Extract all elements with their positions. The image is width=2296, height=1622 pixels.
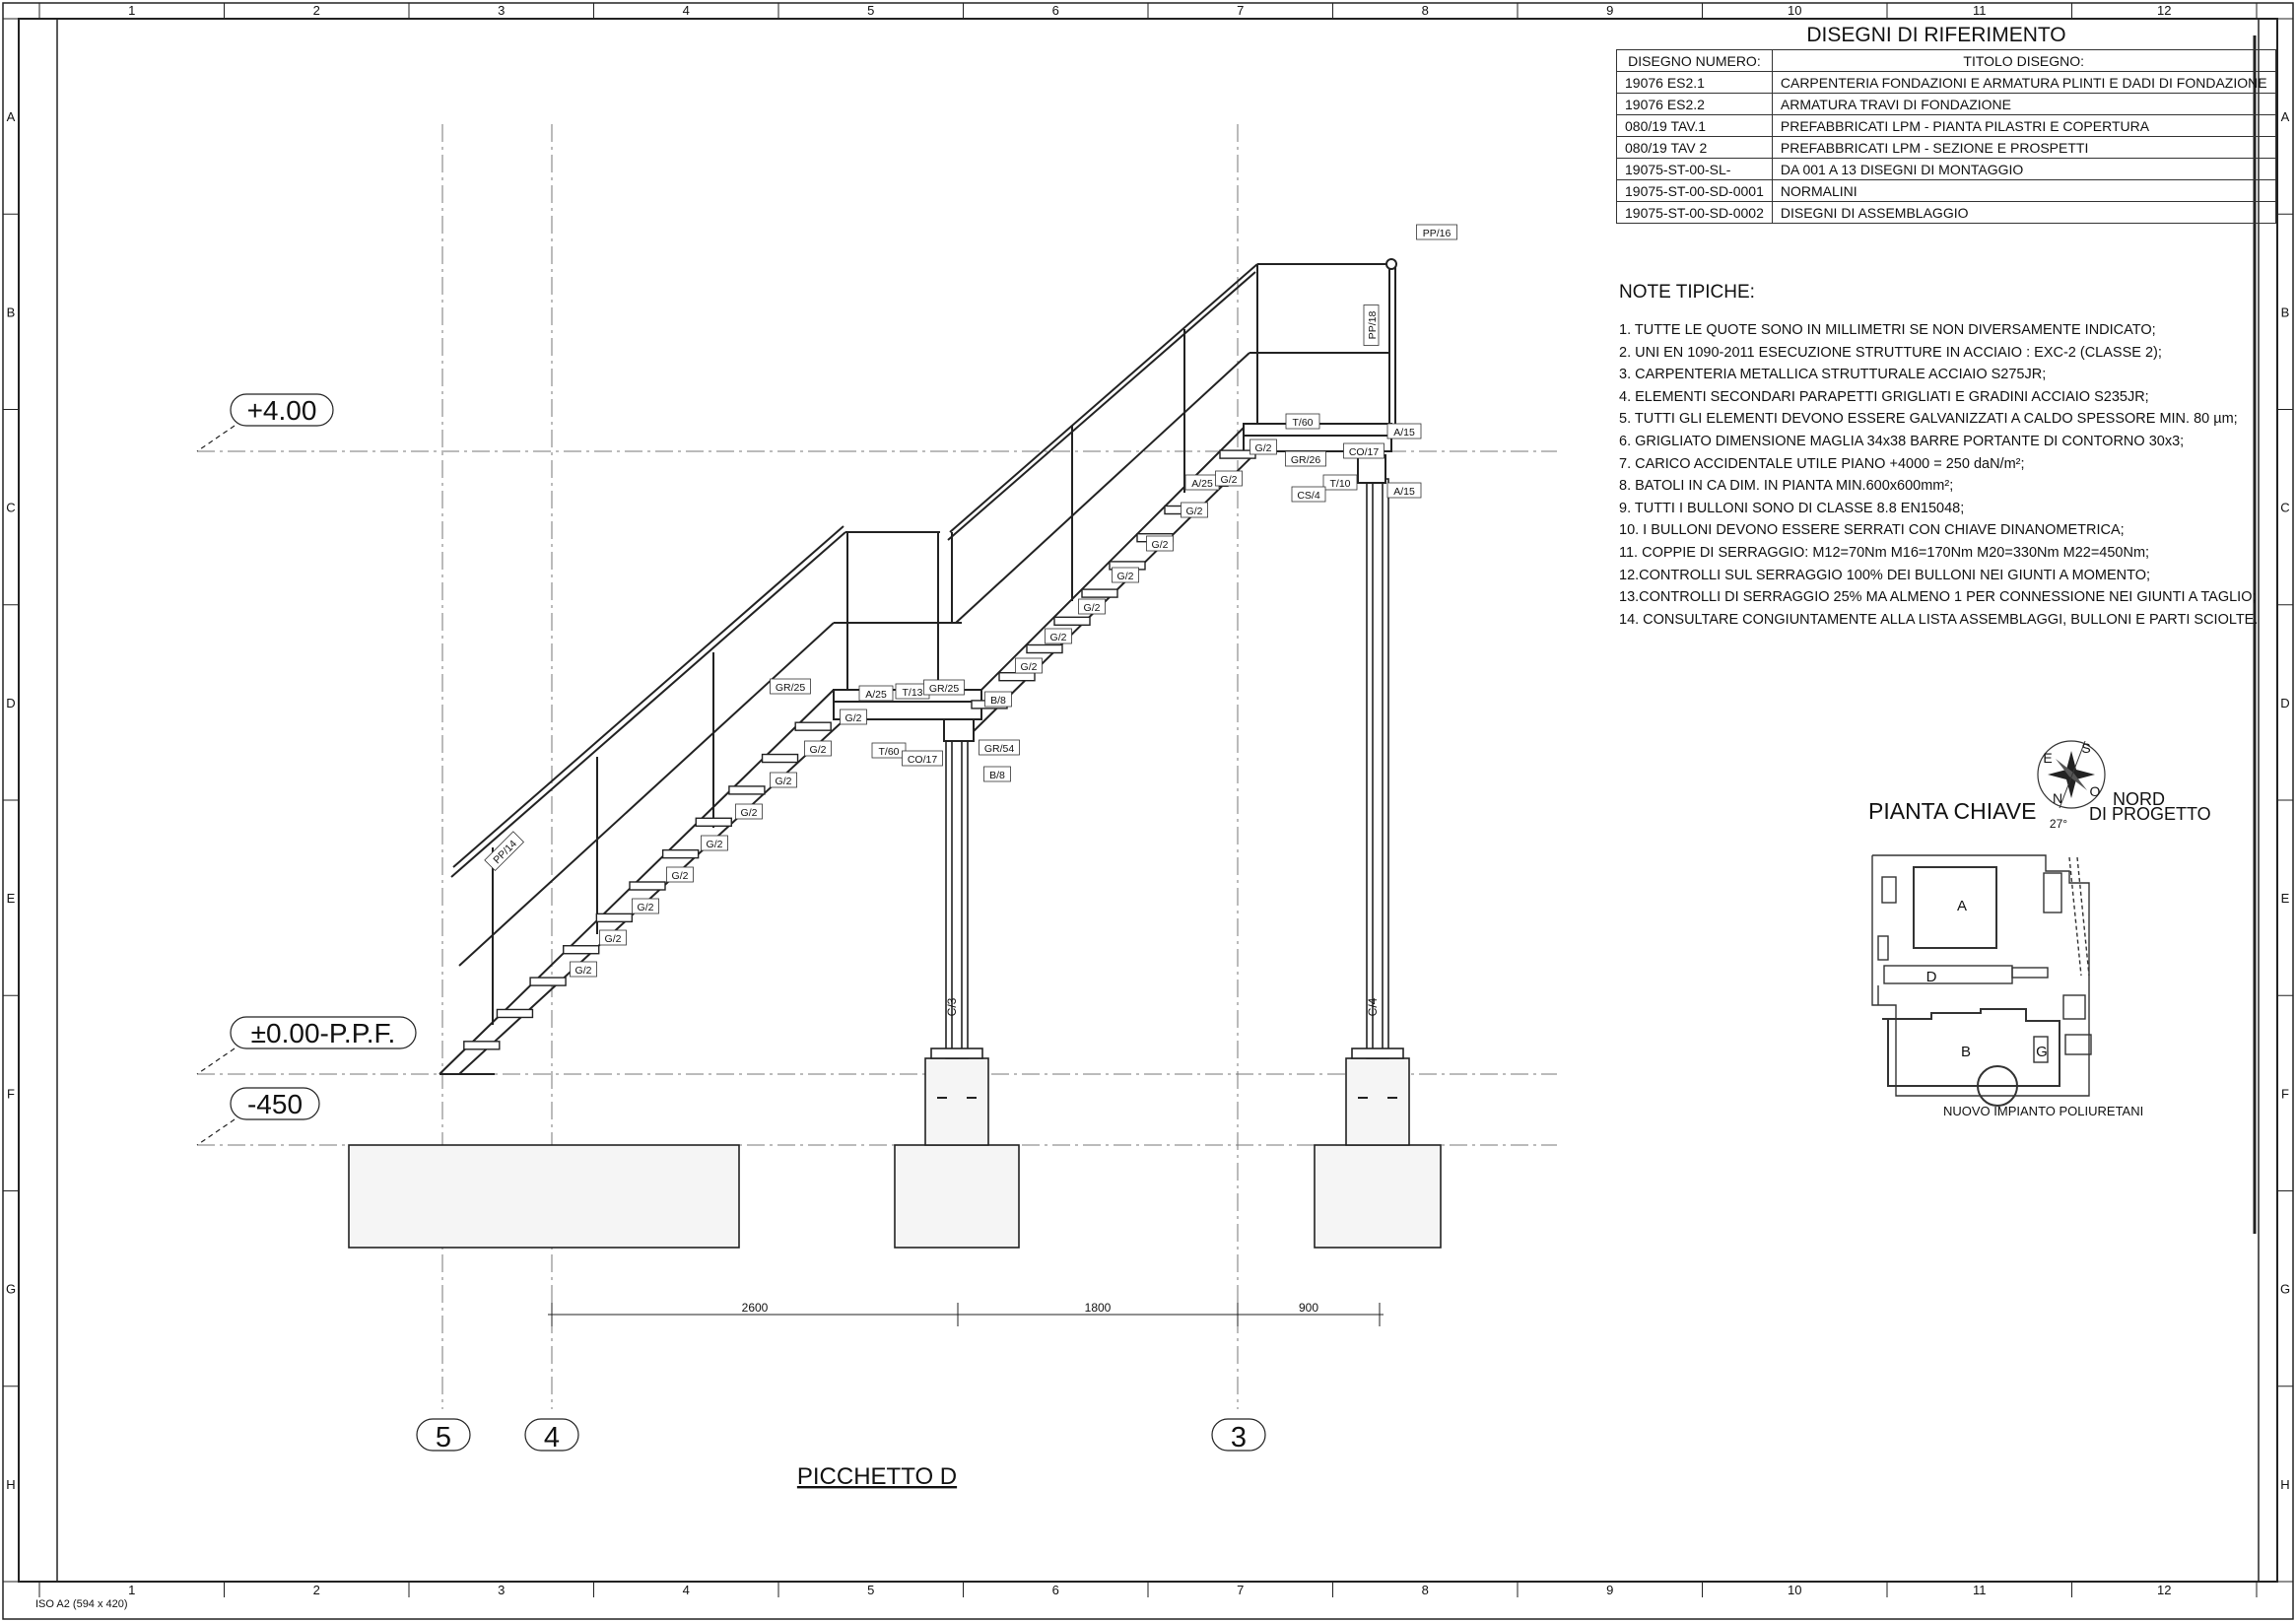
key-plan-caption: NUOVO IMPIANTO POLIURETANI [1943, 1104, 2144, 1118]
svg-text:G/2: G/2 [1254, 442, 1272, 454]
compass-e: E [2043, 750, 2053, 766]
part-tag [1387, 483, 1421, 498]
grid-column-label: 9 [1606, 1583, 1614, 1597]
grid-column-label: 8 [1421, 1583, 1429, 1597]
svg-text:GR/25: GR/25 [928, 683, 960, 695]
handrails [451, 259, 1396, 1025]
part-tag [1216, 471, 1243, 486]
svg-text:T/60: T/60 [1292, 417, 1314, 429]
note-item: 4. ELEMENTI SECONDARI PARAPETTI GRIGLIATI E GRADINI ACCIAIO S235JR; [1619, 388, 2149, 405]
footing-c4 [1315, 1145, 1441, 1248]
table-row [1617, 115, 2276, 137]
compass-s: S [2081, 740, 2091, 756]
part-tag [979, 740, 1020, 755]
part-tag [1292, 487, 1325, 502]
svg-text:G/2: G/2 [1185, 506, 1203, 517]
north-label-line2: DI PROGETTO [2089, 804, 2211, 824]
column-c4 [1367, 479, 1388, 1058]
grid-column-label: 1 [128, 3, 136, 18]
part-tag [872, 743, 906, 758]
part-tags [485, 225, 1457, 977]
part-tag [771, 773, 797, 787]
grid-row-label: D [6, 695, 16, 710]
part-tag [1286, 414, 1319, 429]
stair-tread [1082, 589, 1117, 597]
compass-o: O [2089, 783, 2101, 799]
grid-row-label: F [7, 1086, 15, 1102]
grid-column-label: 10 [1788, 3, 1802, 18]
key-plan-drawing [1872, 855, 2091, 1106]
grid-row-label: G [2279, 1281, 2291, 1297]
note-item: 11. COPPIE DI SERRAGGIO: M12=70Nm M16=170Nm M20=330Nm M22=450Nm; [1619, 544, 2150, 561]
part-tag [805, 741, 832, 756]
dimension-line [548, 1303, 1384, 1326]
svg-text:A/25: A/25 [1191, 478, 1213, 490]
column-tag-c4: C/4 [1366, 997, 1380, 1017]
table-header-row [1617, 50, 2276, 72]
part-tag [736, 804, 763, 819]
part-tag [1079, 599, 1106, 614]
grid-column-label: 3 [498, 1583, 506, 1597]
grid-row-label: H [6, 1476, 16, 1492]
grid-column-label: 8 [1421, 3, 1429, 18]
grid-column-label: 6 [1051, 3, 1059, 18]
drawing-number: 19075-ST-00-SD-0001 [1617, 180, 1773, 202]
note-item: 2. UNI EN 1090-2011 ESECUZIONE STRUTTURE IN ACCIAIO : EXC-2 (CLASSE 2); [1619, 344, 2162, 361]
stair-tread [564, 946, 599, 954]
svg-text:G/2: G/2 [1049, 632, 1067, 643]
svg-text:A/15: A/15 [1393, 486, 1415, 498]
svg-text:G/2: G/2 [1083, 602, 1101, 614]
grid-column-label: 10 [1788, 1583, 1802, 1597]
part-tag [841, 710, 867, 724]
grid-column-label: 6 [1051, 1583, 1059, 1597]
part-tag [1250, 439, 1277, 454]
grid-column-label: 7 [1237, 3, 1245, 18]
svg-text:B/8: B/8 [989, 770, 1005, 781]
svg-text:PP/14: PP/14 [491, 838, 520, 867]
part-tag [1113, 568, 1139, 582]
key-label-d: D [1925, 969, 1937, 985]
stair-stringers [439, 424, 1259, 1074]
svg-text:PP/16: PP/16 [1422, 228, 1452, 239]
stair-tread [596, 913, 632, 921]
grid-row-label: F [2281, 1086, 2289, 1102]
grid-column-label: 5 [867, 3, 875, 18]
drawing-title: ARMATURA TRAVI DI FONDAZIONE [1772, 94, 2275, 115]
dimension-1800: 1800 [1084, 1301, 1112, 1315]
drawing-title: DA 001 A 13 DISEGNI DI MONTAGGIO [1772, 159, 2275, 180]
part-tag [924, 680, 965, 695]
svg-text:G/2: G/2 [1116, 571, 1134, 582]
dimension-2600: 2600 [741, 1301, 769, 1315]
table-row [1617, 72, 2276, 94]
drawing-title: PREFABBRICATI LPM - PIANTA PILASTRI E COPERTURA [1772, 115, 2275, 137]
svg-text:G/2: G/2 [637, 902, 654, 913]
svg-text:A/15: A/15 [1393, 427, 1415, 439]
table-row [1617, 159, 2276, 180]
svg-text:GR/26: GR/26 [1290, 454, 1321, 466]
svg-text:G/2: G/2 [809, 744, 827, 756]
reference-table [1616, 49, 2276, 224]
compass-n: N [2052, 790, 2063, 806]
note-item: 10. I BULLONI DEVONO ESSERE SERRATI CON CHIAVE DINANOMETRICA; [1619, 522, 2125, 539]
grid-column-label: 4 [682, 3, 690, 18]
grid-row-label: E [2280, 891, 2290, 907]
part-tag [1147, 536, 1174, 551]
grid-row-label: E [6, 891, 16, 907]
svg-text:G/2: G/2 [740, 807, 758, 819]
grid-column-label: 2 [312, 1583, 320, 1597]
reference-drawings [1616, 22, 2267, 224]
grid-column-label: 12 [2157, 1583, 2172, 1597]
svg-text:A/25: A/25 [865, 689, 887, 701]
part-tag [600, 930, 627, 945]
axis-label-4: 4 [543, 1422, 561, 1453]
svg-text:G/2: G/2 [844, 712, 862, 724]
drawing-number: 19075-ST-00-SD-0002 [1617, 202, 1773, 224]
drawing-title: CARPENTERIA FONDAZIONI E ARMATURA PLINTI E DADI DI FONDAZIONE [1772, 72, 2275, 94]
north-label-line1: NORD [2113, 789, 2165, 809]
elevation-drawing [197, 124, 1557, 1451]
svg-text:B/8: B/8 [990, 695, 1006, 707]
part-tag [1344, 443, 1384, 458]
building-a [1914, 867, 1996, 948]
table-row [1617, 180, 2276, 202]
axis-label-5: 5 [435, 1422, 452, 1453]
grid-column-label: 9 [1606, 3, 1614, 18]
grid-column-label: 12 [2157, 3, 2172, 18]
svg-text:CO/17: CO/17 [907, 754, 938, 766]
notes-title: NOTE TIPICHE: [1619, 282, 1755, 303]
table-row [1617, 137, 2276, 159]
grid-row-label: A [6, 109, 16, 125]
footing-c3 [895, 1145, 1019, 1248]
svg-text:G/2: G/2 [1151, 539, 1169, 551]
svg-text:G/2: G/2 [775, 776, 792, 787]
part-tag [1387, 424, 1421, 439]
grid-column-label: 11 [1973, 3, 1987, 18]
svg-text:G/2: G/2 [1020, 661, 1038, 673]
grid-row-label: B [6, 304, 16, 320]
sheet-format: ISO A2 (594 x 420) [35, 1598, 128, 1610]
part-tag [1185, 475, 1219, 490]
stair-tread [663, 850, 699, 858]
part-tag [1016, 658, 1043, 673]
part-tag [633, 899, 659, 913]
drawing-title: NORMALINI [1772, 180, 2275, 202]
part-tag [571, 962, 597, 977]
part-tag [485, 832, 524, 871]
grid-column-label: 4 [682, 1583, 690, 1597]
svg-text:CO/17: CO/17 [1348, 446, 1380, 458]
grid-row-label: C [6, 500, 16, 515]
note-item: 8. BATOLI IN CA DIM. IN PIANTA MIN.600x600mm²; [1619, 478, 1954, 495]
reference-title: DISEGNI DI RIFERIMENTO [1806, 24, 2066, 46]
part-tag [985, 692, 1012, 707]
stair-tread [999, 673, 1035, 681]
stair-tread [763, 755, 798, 763]
svg-text:GR/25: GR/25 [775, 682, 806, 694]
compass-angle: 27° [2049, 817, 2068, 831]
north-label [2089, 789, 2211, 824]
part-tag [1286, 451, 1326, 466]
svg-text:PP/18: PP/18 [1367, 310, 1379, 340]
part-tag [702, 836, 728, 850]
note-item: 9. TUTTI I BULLONI SONO DI CLASSE 8.8 EN15048; [1619, 500, 1965, 516]
note-item: 12.CONTROLLI SUL SERRAGGIO 100% DEI BULLONI NEI GIUNTI A MOMENTO; [1619, 567, 2151, 583]
note-item: 1. TUTTE LE QUOTE SONO IN MILLIMETRI SE NON DIVERSAMENTE INDICATO; [1619, 322, 2156, 338]
stair-tread [1054, 617, 1090, 625]
part-tag [903, 751, 943, 766]
column-tag-c3: C/3 [945, 997, 959, 1017]
elevation-title: PICCHETTO D [796, 1463, 958, 1490]
stair-tread [729, 786, 765, 794]
drawing-number: 19076 ES2.1 [1617, 72, 1773, 94]
key-label-a: A [1956, 898, 1968, 914]
foundations [349, 1058, 1441, 1248]
grid-column-label: 1 [128, 1583, 136, 1597]
note-item: 14. CONSULTARE CONGIUNTAMENTE ALLA LISTA ASSEMBLAGGI, BULLONI E PARTI SCIOLTE. [1619, 611, 2259, 628]
note-item: 6. GRIGLIATO DIMENSIONE MAGLIA 34x38 BARRE PORTANTE DI CONTORNO 30x3; [1619, 433, 2185, 449]
part-tag [1046, 629, 1072, 643]
svg-text:T/60: T/60 [878, 746, 900, 758]
stair-tread [530, 978, 566, 985]
drawing-number: 080/19 TAV.1 [1617, 115, 1773, 137]
typical-notes [1619, 282, 2260, 631]
part-tag [859, 686, 893, 701]
part-tag [984, 767, 1011, 781]
stair-tread [497, 1009, 532, 1017]
drawing-number: 080/19 TAV 2 [1617, 137, 1773, 159]
svg-text:G/2: G/2 [671, 870, 689, 882]
key-label-g: G [2036, 1044, 2048, 1060]
table-row [1617, 202, 2276, 224]
column-header: TITOLO DISEGNO: [1772, 50, 2275, 72]
svg-text:CS/4: CS/4 [1297, 490, 1320, 502]
key-label-b: B [1960, 1044, 1972, 1060]
drawing-title: PREFABBRICATI LPM - SEZIONE E PROSPETTI [1772, 137, 2275, 159]
level-foundation: -450 [246, 1089, 304, 1119]
grid-row-label: C [2280, 500, 2290, 515]
grid-row-label: H [2280, 1476, 2290, 1492]
part-tag [1417, 225, 1457, 239]
drawing-number: 19075-ST-00-SL- [1617, 159, 1773, 180]
dimension-900: 900 [1298, 1301, 1319, 1315]
part-tag [1323, 475, 1357, 490]
stair-tread [464, 1042, 500, 1049]
stair-tread [795, 722, 831, 730]
stair-tread [1027, 645, 1062, 653]
grid-column-label: 7 [1237, 1583, 1245, 1597]
column-header: DISEGNO NUMERO: [1617, 50, 1773, 72]
key-plan-title: PIANTA CHIAVE [1868, 798, 2037, 824]
drawing-title: DISEGNI DI ASSEMBLAGGIO [1772, 202, 2275, 224]
svg-text:G/2: G/2 [574, 965, 592, 977]
note-item: 7. CARICO ACCIDENTALE UTILE PIANO +4000 = 250 daN/m²; [1619, 455, 2025, 472]
table-row [1617, 94, 2276, 115]
part-tag [1182, 503, 1208, 517]
grid-row-label: A [2280, 109, 2290, 125]
pedestal-c4 [1346, 1058, 1409, 1145]
part-tag [1364, 305, 1379, 346]
grid-column-label: 11 [1973, 1583, 1987, 1597]
note-item: 5. TUTTI GLI ELEMENTI DEVONO ESSERE GALVANIZZATI A CALDO SPESSORE MIN. 80 µm; [1619, 411, 2238, 428]
part-tag [667, 867, 694, 882]
grid-row-label: G [5, 1281, 17, 1297]
svg-text:G/2: G/2 [706, 839, 723, 850]
axis-label-3: 3 [1230, 1422, 1248, 1453]
part-tag [771, 679, 811, 694]
pedestal-c3 [925, 1058, 988, 1145]
svg-text:GR/54: GR/54 [983, 743, 1015, 755]
grid-column-label: 2 [312, 3, 320, 18]
grid-column-label: 3 [498, 3, 506, 18]
level-top: +4.00 [246, 395, 317, 426]
foundation-beam [349, 1145, 739, 1248]
note-item: 13.CONTROLLI DI SERRAGGIO 25% MA ALMENO 1 PER CONNESSIONE NEI GIUNTI A TAGLIO; [1619, 589, 2257, 606]
grid-row-label: B [2280, 304, 2290, 320]
grid-column-label: 5 [867, 1583, 875, 1597]
svg-text:T/10: T/10 [1329, 478, 1351, 490]
level-zero: ±0.00-P.P.F. [250, 1018, 396, 1048]
stair-tread [630, 882, 665, 890]
svg-text:T/13: T/13 [902, 687, 923, 699]
svg-text:G/2: G/2 [604, 933, 622, 945]
drawing-number: 19076 ES2.2 [1617, 94, 1773, 115]
building-d [1884, 966, 2012, 983]
svg-text:G/2: G/2 [1220, 474, 1238, 486]
stair-tread [696, 818, 731, 826]
note-item: 3. CARPENTERIA METALLICA STRUTTURALE ACCIAIO S275JR; [1619, 367, 2047, 383]
grid-row-label: D [2280, 695, 2290, 710]
